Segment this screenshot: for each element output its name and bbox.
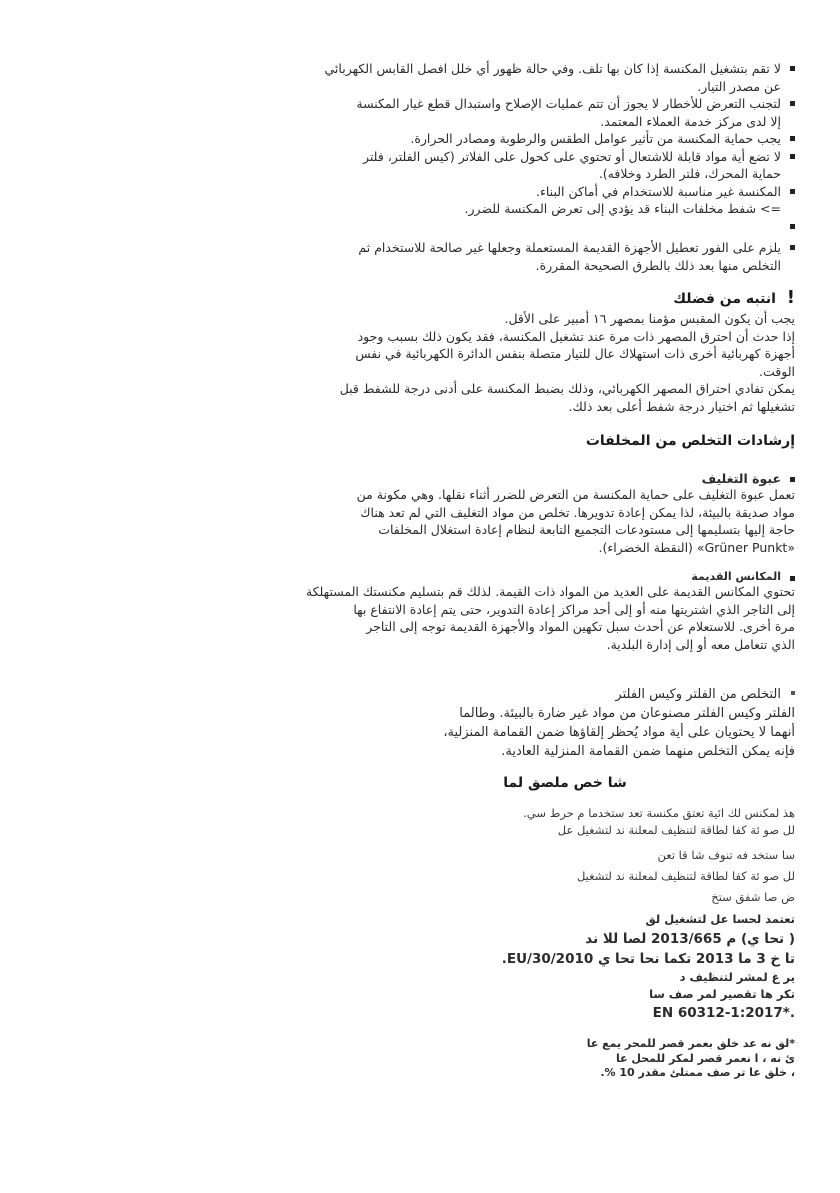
warning-section: ! انتبه من فضلك يجب أن يكون المقبس مؤمنا بمصهر ١٦ أمبير على الأقل. إذا حدث أن احترق المصهر ذات مرة عند تشغيل المكنسة، فقد يكون ذلك بسبب وجود أجهزة كهربائية أخرى ذات استهلاك عال للتيار متصلة بنفس الدائرة الكهربائية في نفس الوقت. يمكن تفادي احتراق المصهر الكهربائي، وذلك بضبط المكنسة على أدنى درجة للشفط قبل تشغيلها ثم اختيار درجة شفط أعلى بعد ذلك. — [339, 287, 795, 414]
filter-title: التخلص من الفلتر وكيس الفلتر — [615, 687, 781, 702]
bullet-icon — [790, 154, 795, 159]
filter-block: التخلص من الفلتر وكيس الفلتر الفلتر وكيس الفلتر مصنوعان من مواد غير ضارة بالبيئة. وطالما أنهما لا يحتويان على أية مواد يُحظر إلقاؤها ضمن القمامة المنزلية، فإنه يمكن التخلص منهما ضمن القمامة المنزلية العادية. — [443, 687, 795, 759]
warning-icon: ! — [786, 287, 795, 308]
safety-item: يجب حماية المكنسة من تأثير عوامل الطقس والرطوبة ومصادر الحرارة. — [385, 130, 795, 148]
erp-title: شا خص ملصق لما — [503, 775, 627, 791]
bullet-icon — [790, 477, 795, 482]
safety-item: المكنسة غير مناسبة للاستخدام في أماكن البناء. => شفط مخلفات البناء قد يؤدي إلى تعرض المكنسة للضرر. — [385, 183, 795, 218]
old-vacuums-block — [385, 570, 795, 583]
safety-item: لا تقم بتشغيل المكنسة إذا كان بها تلف. وفي حالة ظهور أي خلل افصل القابس الكهربائي عن مصدر التيار. — [385, 60, 795, 95]
bullet-icon — [790, 136, 795, 141]
safety-bullets — [324, 60, 795, 274]
bullet-icon — [790, 189, 795, 194]
erp-footnote: *لق نه عد خلق بعمر قصر للمحر يمع عا ئ نه ، ا نعمر قصر لمكر للمحل عا ، خلق عا تر صف ممتلئ مقدر 10 %. — [586, 1037, 795, 1079]
safety-item: لتجنب التعرض للأخطار لا يجوز أن تتم عمليات الإصلاح واستبدال قطع غيار المكنسة إلا لدى مركز خدمة العملاء المعتمد. — [385, 95, 795, 130]
safety-item: يلزم على الفور تعطيل الأجهزة القديمة المستعملة وجعلها غير صالحة للاستخدام ثم التخلص منها بعد ذلك بالطرق الصحيحة المقررة. — [385, 239, 795, 274]
bullet-icon — [790, 224, 795, 229]
disposal-section: إرشادات التخلص من المخلفات عبوة التغليف تعمل عبوة التغليف على حماية المكنسة من التعرض للضرر أثناء نقلها. وهي مكونة من مواد صديقة بالبيئة، لذا يمكن إعادة تدويرها. تخلص من مواد التغليف التي لم تعد هناك حاجة إليها بتسليمها إلى مستودعات التجميع التابعة لنظام إعادة استغلال المخلفات «Grüner Punkt» (النقطة الخضراء). المكانس القديمة تحتوي المكانس القديمة على العديد من المواد ذات القيمة. لذلك قم بتسليم مكنستك المستهلكة إلى التاجر الذي اشتريتها منه أو إلى أحد مراكز إعادة التدوير، حتى يتم إعادة الانتفاع بها مرة أخرى. للاستعلام عن أحدث سبل تكهين المواد والأجهزة القديمة توجه إلى التاجر الذي تتعامل معه أو إلى إدارة البلدية. — [305, 433, 795, 652]
packaging-block — [385, 471, 795, 486]
filter-item — [465, 685, 795, 704]
disposal-title: إرشادات التخلص من المخلفات — [585, 433, 795, 449]
warning-title: انتبه من فضلك — [673, 291, 776, 307]
old-vacuums-title: المكانس القديمة — [691, 570, 781, 583]
packaging-title: عبوة التغليف — [701, 471, 781, 486]
bullet-icon — [791, 691, 795, 695]
bullet-icon — [790, 245, 795, 250]
erp-section — [405, 775, 795, 1081]
safety-item: لا تضع أية مواد قابلة للاشتعال أو تحتوي على كحول على الفلاتر (كيس الفلتر، فلتر حماية المحرك، فلتر الطرد وخلافه). — [385, 148, 795, 183]
warning-heading — [385, 287, 795, 308]
safety-item-empty — [385, 218, 795, 236]
bullet-icon — [790, 101, 795, 106]
erp-body: هذ لمكنس لك ائية تعتق مكنسة تعد ستخدما م حرط سي. لل صو ئة كفا لطاقة لتنظيف لمعلنة ند لتشغيل عل سا ستخد فه تنوف شا قا تعن لل صو ئة كفا لطاقة لتنظيف لمعلنة ند لتشغيل ض صا شفق ستخ تعتمد لحسا عل لتشغيل لق ( تحا ي) م 2013/665 لصا للا ند تا خ 3 ما 2013 تكما نحا تحا ي EU/30/2010. ير غ لمشر لتنظيف د تكر ها تقصير لمر صف سا .*1:2017-EN 60312 — [501, 806, 795, 1021]
bullet-icon — [790, 576, 795, 581]
bullet-icon — [790, 66, 795, 71]
